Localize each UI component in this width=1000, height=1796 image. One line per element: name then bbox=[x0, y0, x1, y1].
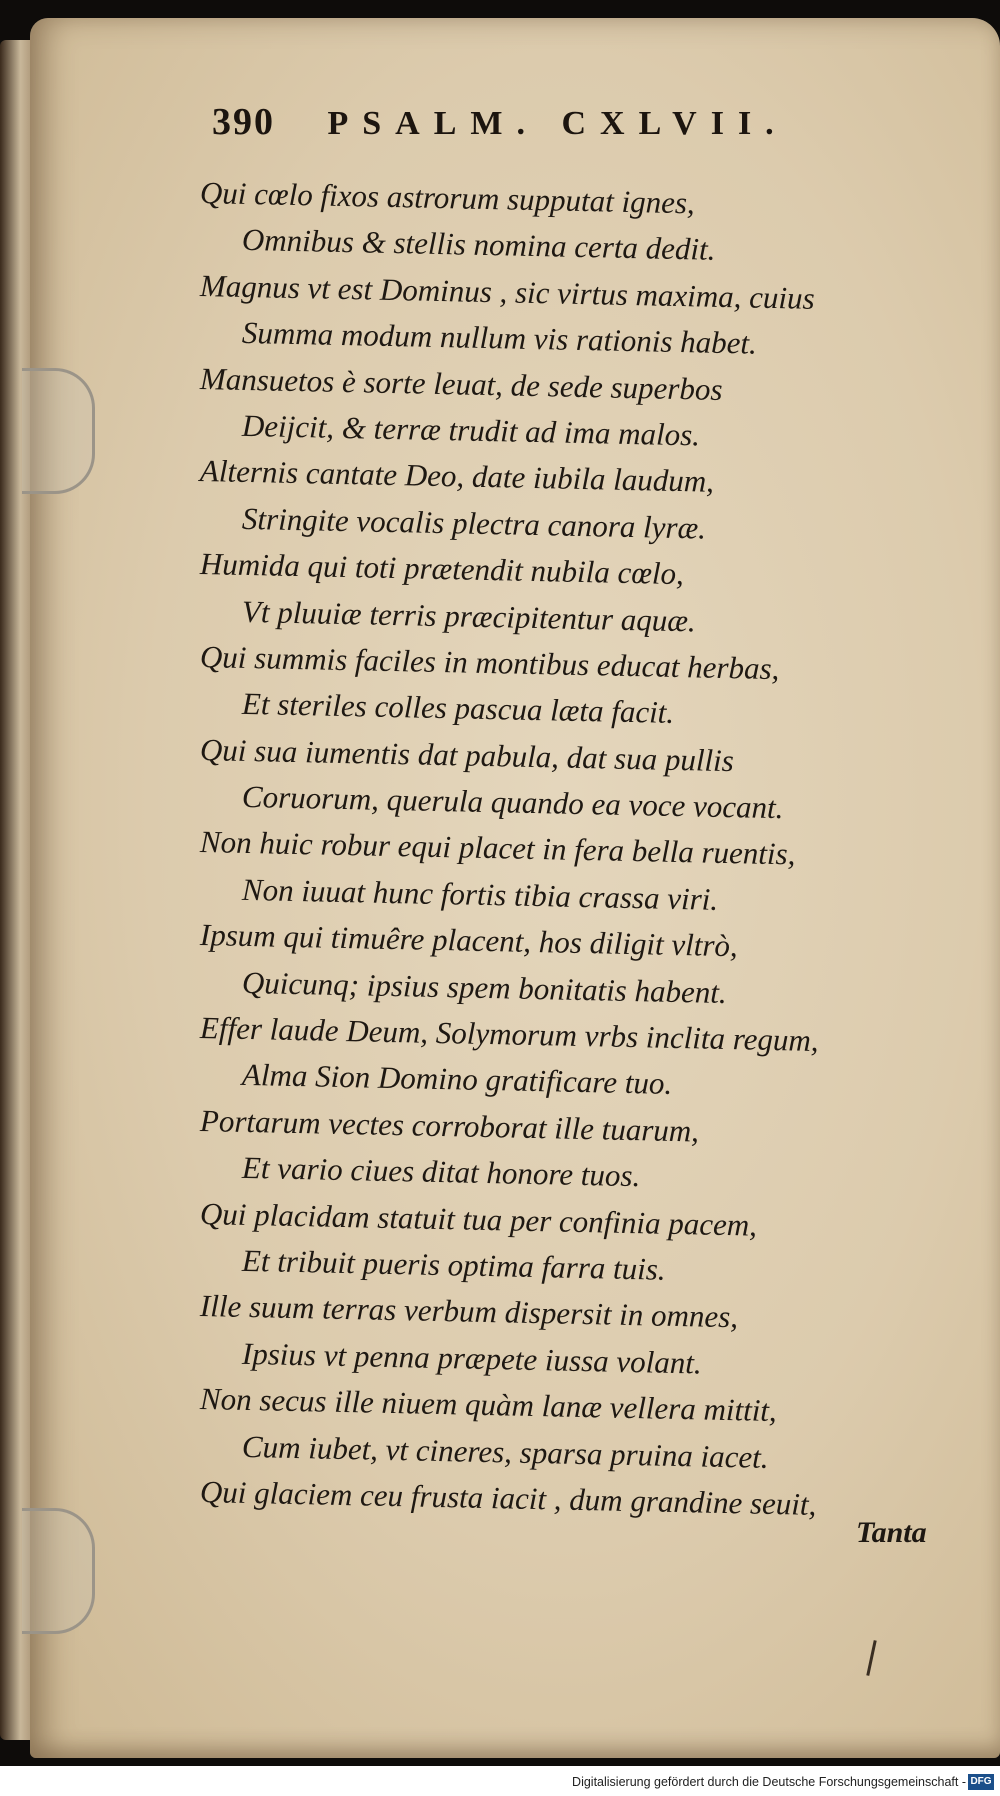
verse-line: Alma Sion Domino gratificare tuo. bbox=[241, 1057, 673, 1102]
verse-line: Humida qui toti prætendit nubila cœlo, bbox=[199, 546, 685, 592]
verse-line: Qui cœlo fixos astrorum supputat ignes, bbox=[199, 175, 696, 221]
page-header bbox=[212, 100, 942, 150]
footer-bar bbox=[0, 1766, 1000, 1796]
verse-line: Cum iubet, vt cineres, sparsa pruina iacet. bbox=[241, 1428, 769, 1475]
page-clip-top bbox=[22, 368, 95, 494]
verse-line: Qui summis faciles in montibus educat herbas, bbox=[199, 638, 780, 687]
verse-line: Et steriles colles pascua læta facit. bbox=[241, 686, 675, 731]
verse-line: Qui glaciem ceu frusta iacit , dum grandine seuit, bbox=[199, 1473, 817, 1522]
verse-line: Mansuetos è sorte leuat, de sede superbos bbox=[199, 360, 723, 407]
verse-line: Non iuuat hunc fortis tibia crassa viri. bbox=[241, 871, 719, 917]
verse-text bbox=[199, 170, 960, 1522]
dfg-logo-icon: DFG bbox=[968, 1774, 994, 1790]
verse-line: Vt pluuiæ terris præcipitentur aquæ. bbox=[241, 593, 697, 638]
verse-line: Et tribuit pueris optima farra tuis. bbox=[241, 1242, 666, 1287]
verse-line: Qui sua iumentis dat pabula, dat sua pullis bbox=[199, 731, 735, 778]
page-number: 390 bbox=[212, 101, 275, 143]
verse-line: Ipsius vt penna præpete iussa volant. bbox=[241, 1335, 703, 1381]
verse-line: Ipsum qui timuêre placent, hos diligit vltrò, bbox=[199, 917, 739, 964]
verse-line: Ille suum terras verbum dispersit in omnes, bbox=[199, 1288, 739, 1335]
verse-line: Alternis cantate Deo, date iubila laudum, bbox=[199, 453, 715, 500]
verse-line: Et vario ciues ditat honore tuos. bbox=[241, 1150, 641, 1194]
verse-line: Omnibus & stellis nomina certa dedit. bbox=[241, 222, 716, 268]
verse-line: Summa modum nullum vis rationis habet. bbox=[241, 315, 758, 361]
verse-line: Deijcit, & terræ trudit ad ima malos. bbox=[241, 407, 701, 453]
verse-line: Stringite vocalis plectra canora lyræ. bbox=[241, 500, 707, 546]
page-clip-bottom bbox=[22, 1508, 95, 1634]
footer-credit: Digitalisierung gefördert durch die Deutsche Forschungsgemeinschaft - bbox=[572, 1775, 966, 1789]
verse-line: Portarum vectes corroborat ille tuarum, bbox=[199, 1102, 700, 1149]
verse-line: Qui placidam statuit tua per confinia pacem, bbox=[199, 1195, 758, 1243]
catchword: Tanta bbox=[856, 1516, 927, 1549]
verse-line: Non secus ille niuem quàm lanæ vellera mittit, bbox=[199, 1381, 778, 1429]
verse-line: Quicunq; ipsius spem bonitatis habent. bbox=[241, 964, 728, 1010]
verse-line: Effer laude Deum, Solymorum vrbs inclita regum, bbox=[199, 1010, 820, 1058]
verse-line: Coruorum, querula quando ea voce vocant. bbox=[241, 778, 784, 826]
verse-line: Magnus vt est Dominus , sic virtus maxima, cuius bbox=[199, 267, 816, 316]
running-title: PSALM. CXLVII. bbox=[327, 105, 788, 142]
verse-line: Non huic robur equi placet in fera bella ruentis, bbox=[199, 824, 796, 872]
